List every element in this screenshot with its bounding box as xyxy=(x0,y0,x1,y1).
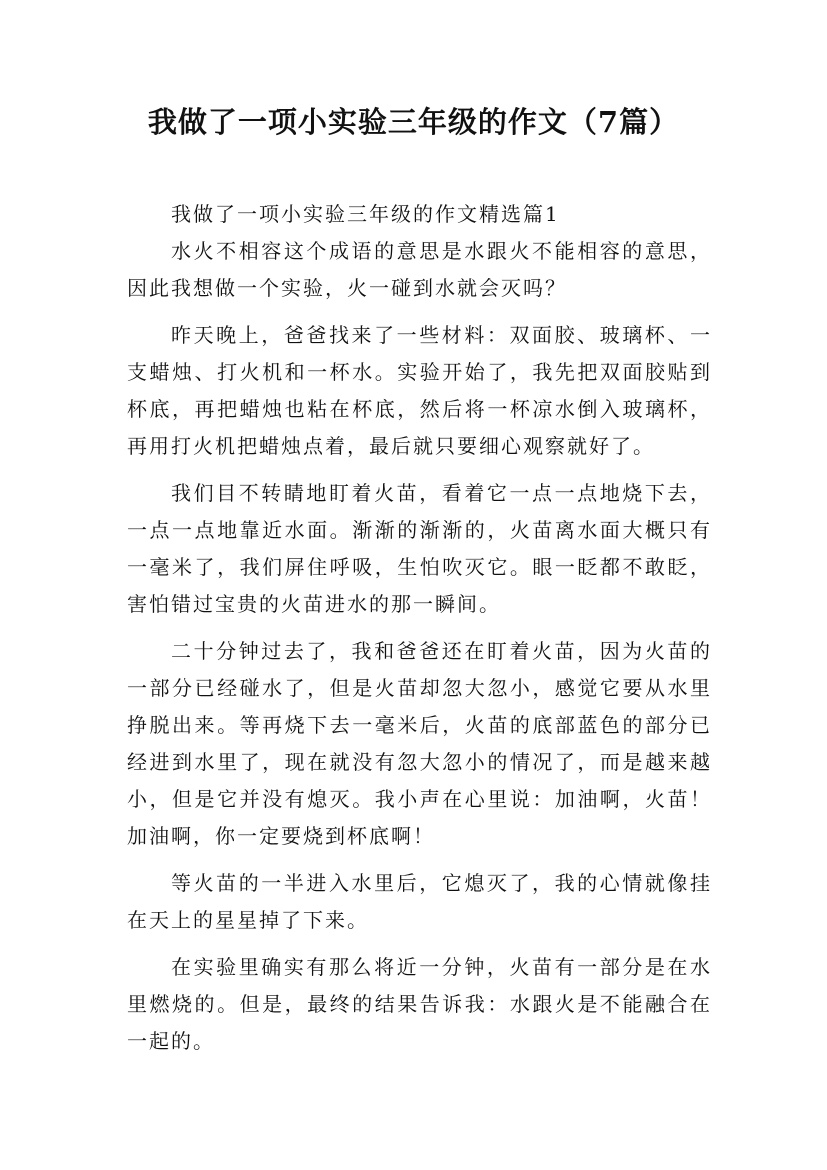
paragraph-line: 等火苗的一半进入水里后，它熄灭了，我的心情就像挂 xyxy=(171,871,712,895)
paragraph-line: 一起的。 xyxy=(127,1029,215,1053)
paragraph-line: 挣脱出来。等再烧下去一毫米后，火苗的底部蓝色的部分已 xyxy=(127,713,712,737)
document-body xyxy=(127,196,712,1060)
paragraph-line: 经进到水里了，现在就没有忽大忽小的情况了，而是越来越 xyxy=(127,750,712,774)
section-heading: 我做了一项小实验三年级的作文精选篇1 xyxy=(171,202,560,226)
paragraph-line: 我们目不转睛地盯着火苗，看着它一点一点地烧下去， xyxy=(171,481,712,505)
paragraph-line: 在天上的星星掉了下来。 xyxy=(127,908,369,932)
paragraph-line: 水火不相容这个成语的意思是水跟火不能相容的意思， xyxy=(171,239,712,263)
paragraph-line: 加油啊，你一定要烧到杯底啊！ xyxy=(127,824,435,848)
paragraph-line: 再用打火机把蜡烛点着，最后就只要细心观察就好了。 xyxy=(127,434,655,458)
paragraph-line: 一部分已经碰水了，但是火苗却忽大忽小，感觉它要从水里 xyxy=(127,676,712,700)
paragraph-line: 因此我想做一个实验，火一碰到水就会灭吗？ xyxy=(127,276,567,300)
paragraph-line: 昨天晚上，爸爸找来了一些材料：双面胶、玻璃杯、一 xyxy=(171,323,712,347)
paragraph-line: 一毫米了，我们屏住呼吸，生怕吹灭它。眼一眨都不敢眨， xyxy=(127,555,712,579)
document-title: 我做了一项小实验三年级的作文（7篇） xyxy=(147,105,680,139)
paragraph-line: 里燃烧的。但是，最终的结果告诉我：水跟火是不能融合在 xyxy=(127,992,712,1016)
paragraph-line: 一点一点地靠近水面。渐渐的渐渐的，火苗离水面大概只有 xyxy=(127,518,712,542)
paragraph-line: 害怕错过宝贵的火苗进水的那一瞬间。 xyxy=(127,592,501,616)
paragraph-line: 支蜡烛、打火机和一杯水。实验开始了，我先把双面胶贴到 xyxy=(127,360,712,384)
paragraph-line: 二十分钟过去了，我和爸爸还在盯着火苗，因为火苗的 xyxy=(171,639,712,663)
paragraph-line: 杯底，再把蜡烛也粘在杯底，然后将一杯凉水倒入玻璃杯， xyxy=(127,397,712,421)
paragraph-line: 在实验里确实有那么将近一分钟，火苗有一部分是在水 xyxy=(171,955,712,979)
paragraph-line: 小，但是它并没有熄灭。我小声在心里说：加油啊，火苗！ xyxy=(127,787,712,811)
